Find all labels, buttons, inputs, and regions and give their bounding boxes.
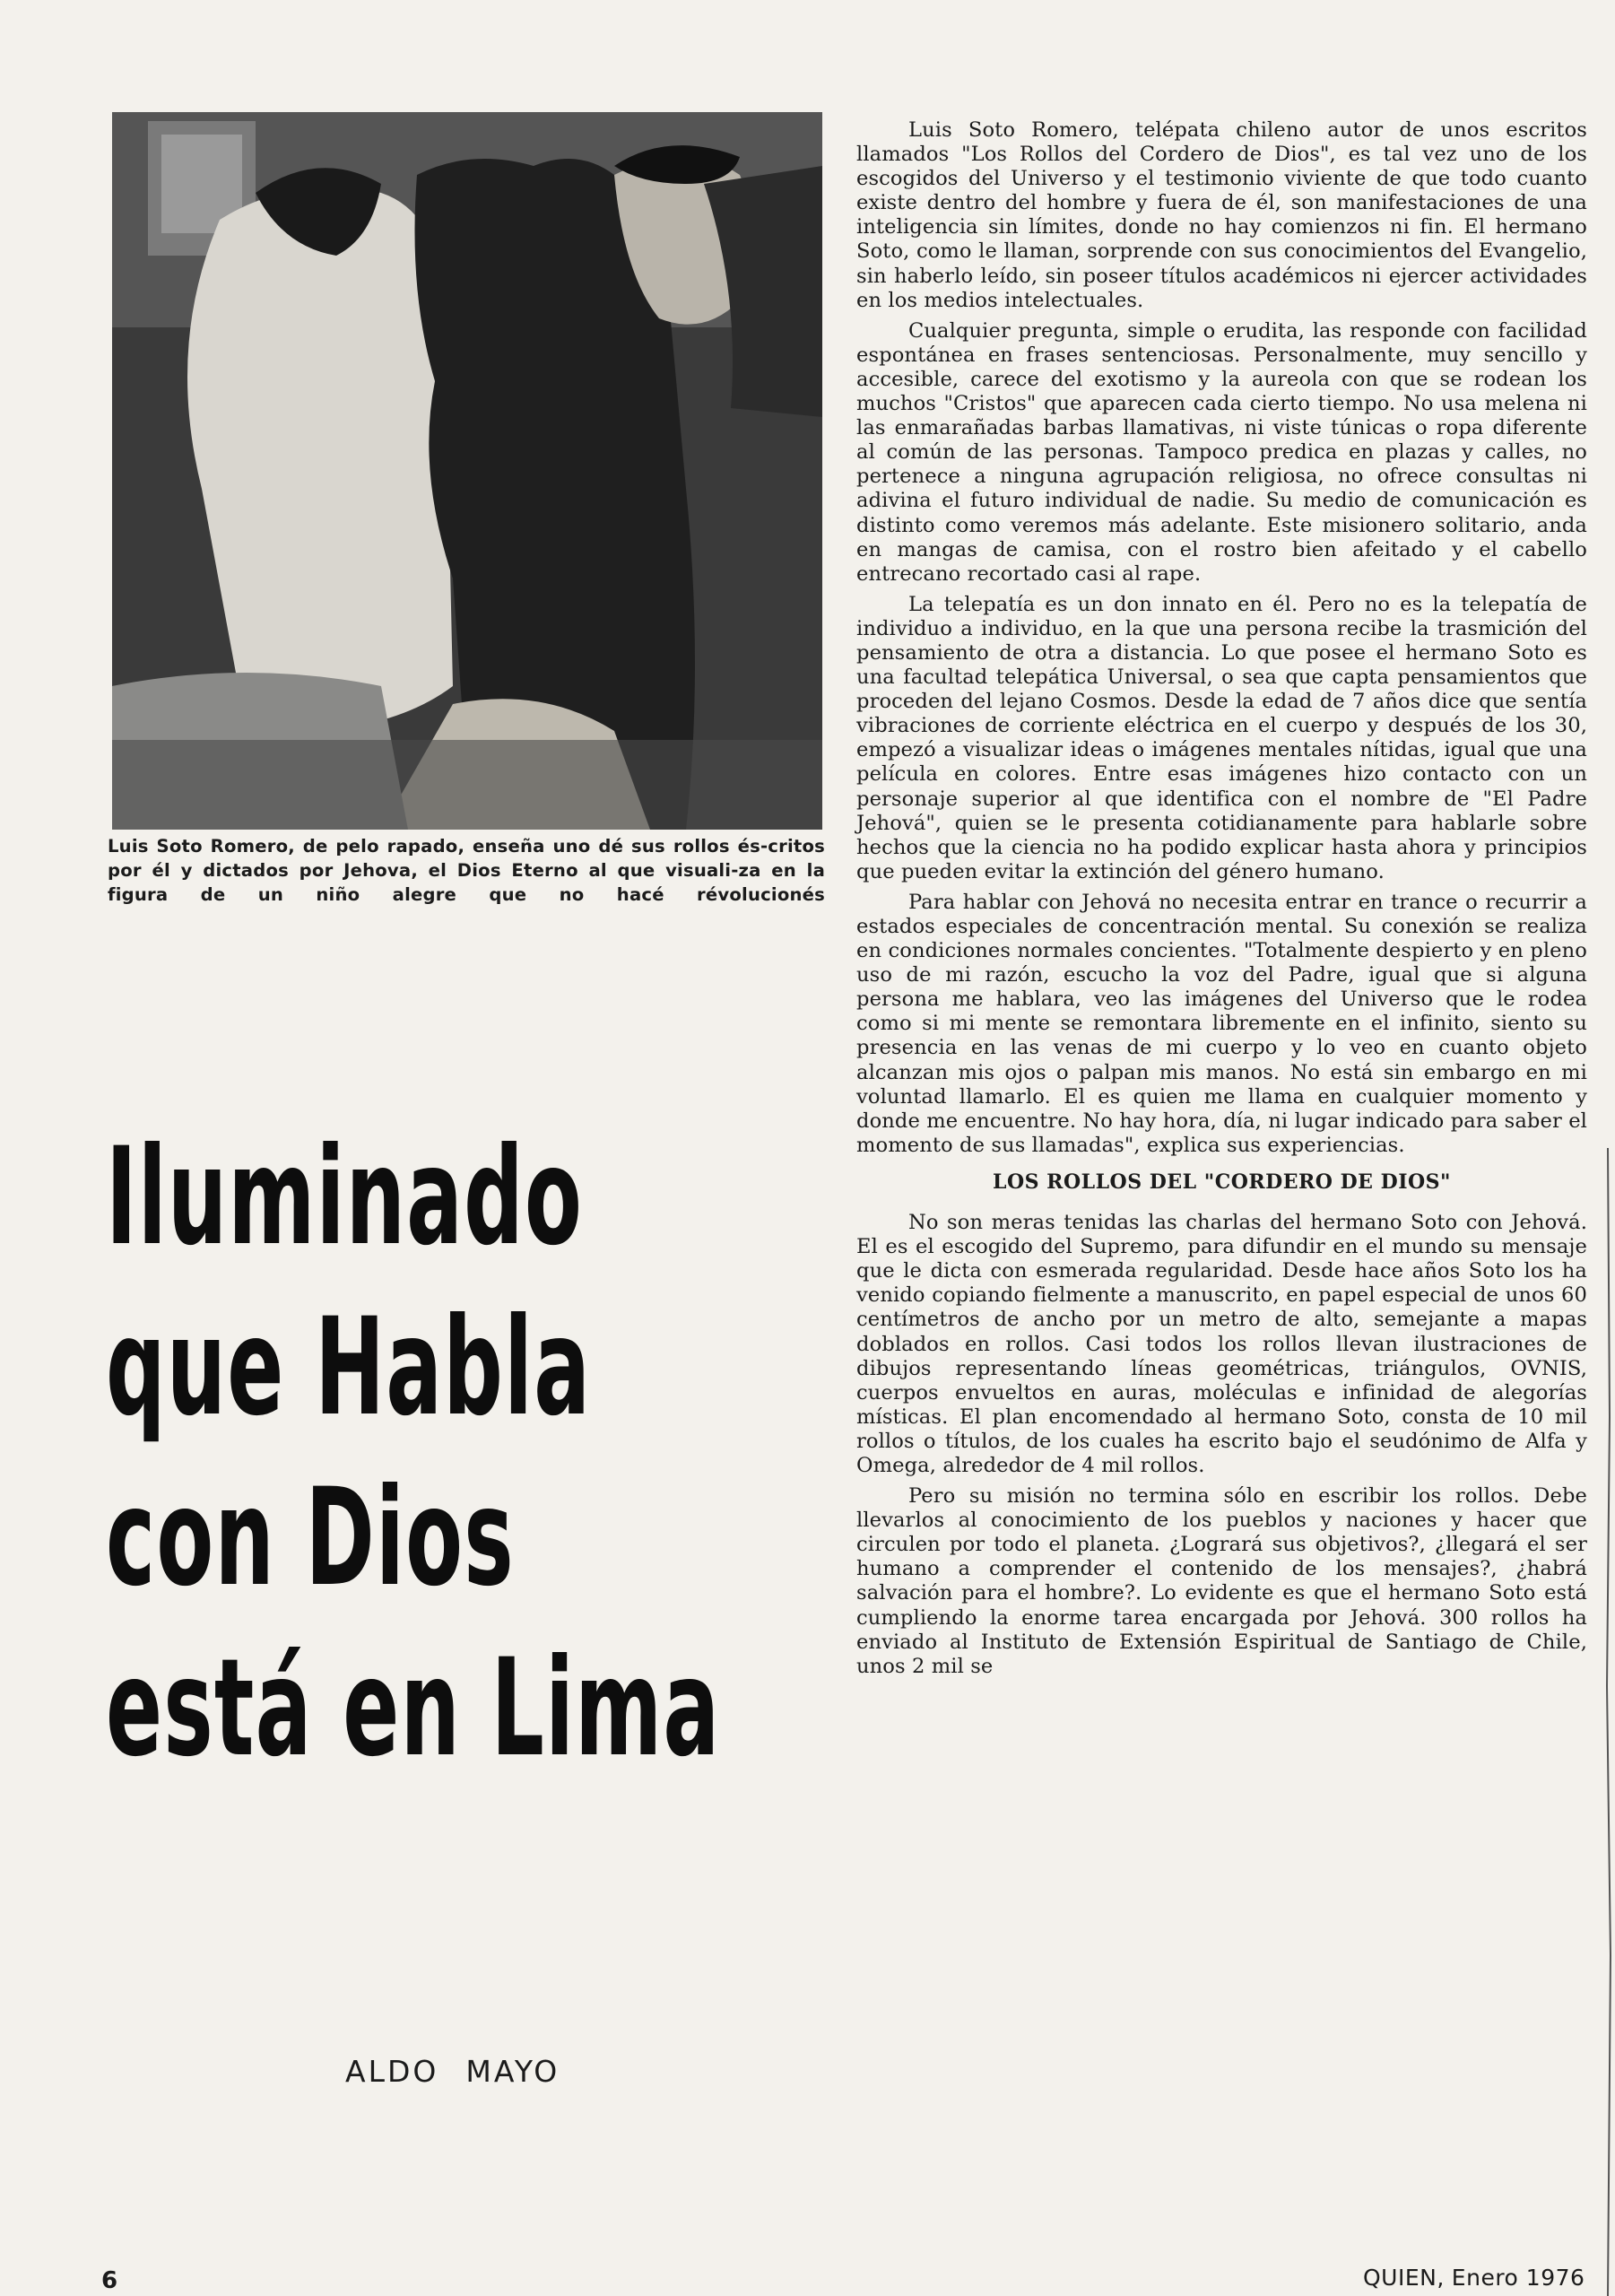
article-photo	[112, 112, 822, 830]
article-paragraph: La telepatía es un don innato en él. Pero no es la telepatía de individuo a individuo, en la que una persona recibe la trasmición del pensamiento de otra a distancia. Lo que posee el hermano Soto es una facultad telepática Universal, o sea que capta pensamientos que proceden del lejano Cosmos. Desde la edad de 7 años dice que sentía vibraciones de corriente eléctrica en el cuerpo y después de los 30, empezó a visualizar ideas o imágenes mentales nítidas, igual que una película en colores. Entre esas imágenes hizo contacto con un personaje superior al que identifica con el nombre de "El Padre Jehová", quien se le presenta cotidianamente para hablarle sobre hechos que la ciencia no ha podido explicar hasta ahora y principios que pueden evitar la extinción del género humano.	[856, 592, 1587, 883]
headline-line: que Habla	[106, 1290, 592, 1446]
photo-illustration	[112, 112, 822, 830]
photo-caption: Luis Soto Romero, de pelo rapado, enseña uno dé sus rollos és-critos por él y dictados por Jehova, el Dios Eterno al que visuali-za en la figura de un niño alegre que no hacé révolucionés	[108, 836, 825, 905]
byline-last-name: MAYO	[465, 2054, 560, 2089]
article-paragraph: Cualquier pregunta, simple o erudita, las responde con facilidad espontánea en frases sentenciosas. Personalmente, muy sencillo y accesible, carece del exotismo y la aureola con que se rodean los muchos "Cristos" que aparecen cada cierto tiempo. No usa melena ni las enmarañadas barbas llamativas, ni viste túnicas o ropa diferente al común de las personas. Tampoco predica en plazas y calles, no pertenece a ninguna agrupación religiosa, no ofrece consultas ni adivina el futuro individual de nadie. Su medio de comunicación es distinto como veremos más adelante. Este misionero solitario, anda en mangas de camisa, con el rostro bien afeitado y el cabello entrecano recortado casi al rape.	[856, 318, 1587, 586]
headline-line: Iluminado	[106, 1119, 584, 1275]
page-number: 6	[101, 2267, 118, 2294]
article-body	[856, 118, 1587, 1685]
publication-name: QUIEN,	[1363, 2265, 1445, 2291]
publication-date: Enero 1976	[1451, 2265, 1585, 2291]
article-paragraph: Para hablar con Jehová no necesita entrar en trance o recurrir a estados especiales de concentración mental. Su conexión se realiza en condiciones normales concientes. "Totalmente despierto y en pleno uso de mi razón, escucho la voz del Padre, igual que si alguna persona me hablara, veo las imágenes del Universo que le rodea como si mi mente se remontara libremente en el infinito, siento su presencia en las venas de mi cuerpo y lo veo en cuanto objeto alcanzan mis ojos o palpan mis manos. No está sin embargo en mi voluntad llamarlo. El es quien me llama en cualquier momento y donde me encuentre. No hay hora, día, ni lugar indicado para saber el momento de sus llamadas", explica sus experiencias.	[856, 890, 1587, 1157]
article-paragraph: Luis Soto Romero, telépata chileno autor de unos escritos llamados "Los Rollos del Cordero de Dios", es tal vez uno de los escogidos del Universo y el testimonio viviente de que todo cuanto existe dentro del hombre y fuera de él, son manifestaciones de una inteligencia sin límites, donde no hay comienzos ni fin. El hermano Soto, como le llaman, sorprende con sus conocimientos del Evangelio, sin haberlo leído, sin poseer títulos académicos ni ejercer actividades en los medios intelectuales.	[856, 118, 1587, 312]
byline	[345, 2054, 586, 2089]
byline-first-name: ALDO	[345, 2054, 439, 2089]
section-heading: LOS ROLLOS DEL "CORDERO DE DIOS"	[992, 1170, 1451, 1194]
article-paragraph: No son meras tenidas las charlas del hermano Soto con Jehová. El es el escogido del Supremo, para difundir en el mundo su mensaje que le dicta con esmerada regularidad. Desde hace años Soto los ha venido copiando fielmente a manuscrito, en papel especial de unos 60 centímetros de ancho por un metro de alto, semejante a mapas doblados en rollos. Casi todos los rollos llevan ilustraciones de dibujos representando líneas geométricas, triángulos, OVNIS, cuerpos envueltos en auras, moléculas e infinidad de alegorías místicas. El plan encomendado al hermano Soto, consta de 10 mil rollos o títulos, de los cuales ha escrito bajo el seudónimo de Alfa y Omega, alrededor de 4 mil rollos.	[856, 1211, 1587, 1477]
publication-footer	[1363, 2265, 1592, 2291]
page-edge-shadow	[1599, 1148, 1615, 2296]
article-paragraph: Pero su misión no termina sólo en escribir los rollos. Debe llevarlos al conocimiento de los pueblos y naciones y hacer que circulen por todo el planeta. ¿Logrará sus objetivos?, ¿llegará el ser humano a comprender el contenido de los mensajes?, ¿habrá salvación para el hombre?. Lo evidente es que el hermano Soto está cumpliendo la enorme tarea encargada por Jehová. 300 rollos ha enviado al Instituto de Extensión Espiritual de Santiago de Chile, unos 2 mil se	[856, 1484, 1587, 1678]
headline-line: con Dios	[106, 1460, 515, 1616]
headline-line: está en Lima	[106, 1631, 721, 1787]
headline	[106, 1112, 721, 1794]
